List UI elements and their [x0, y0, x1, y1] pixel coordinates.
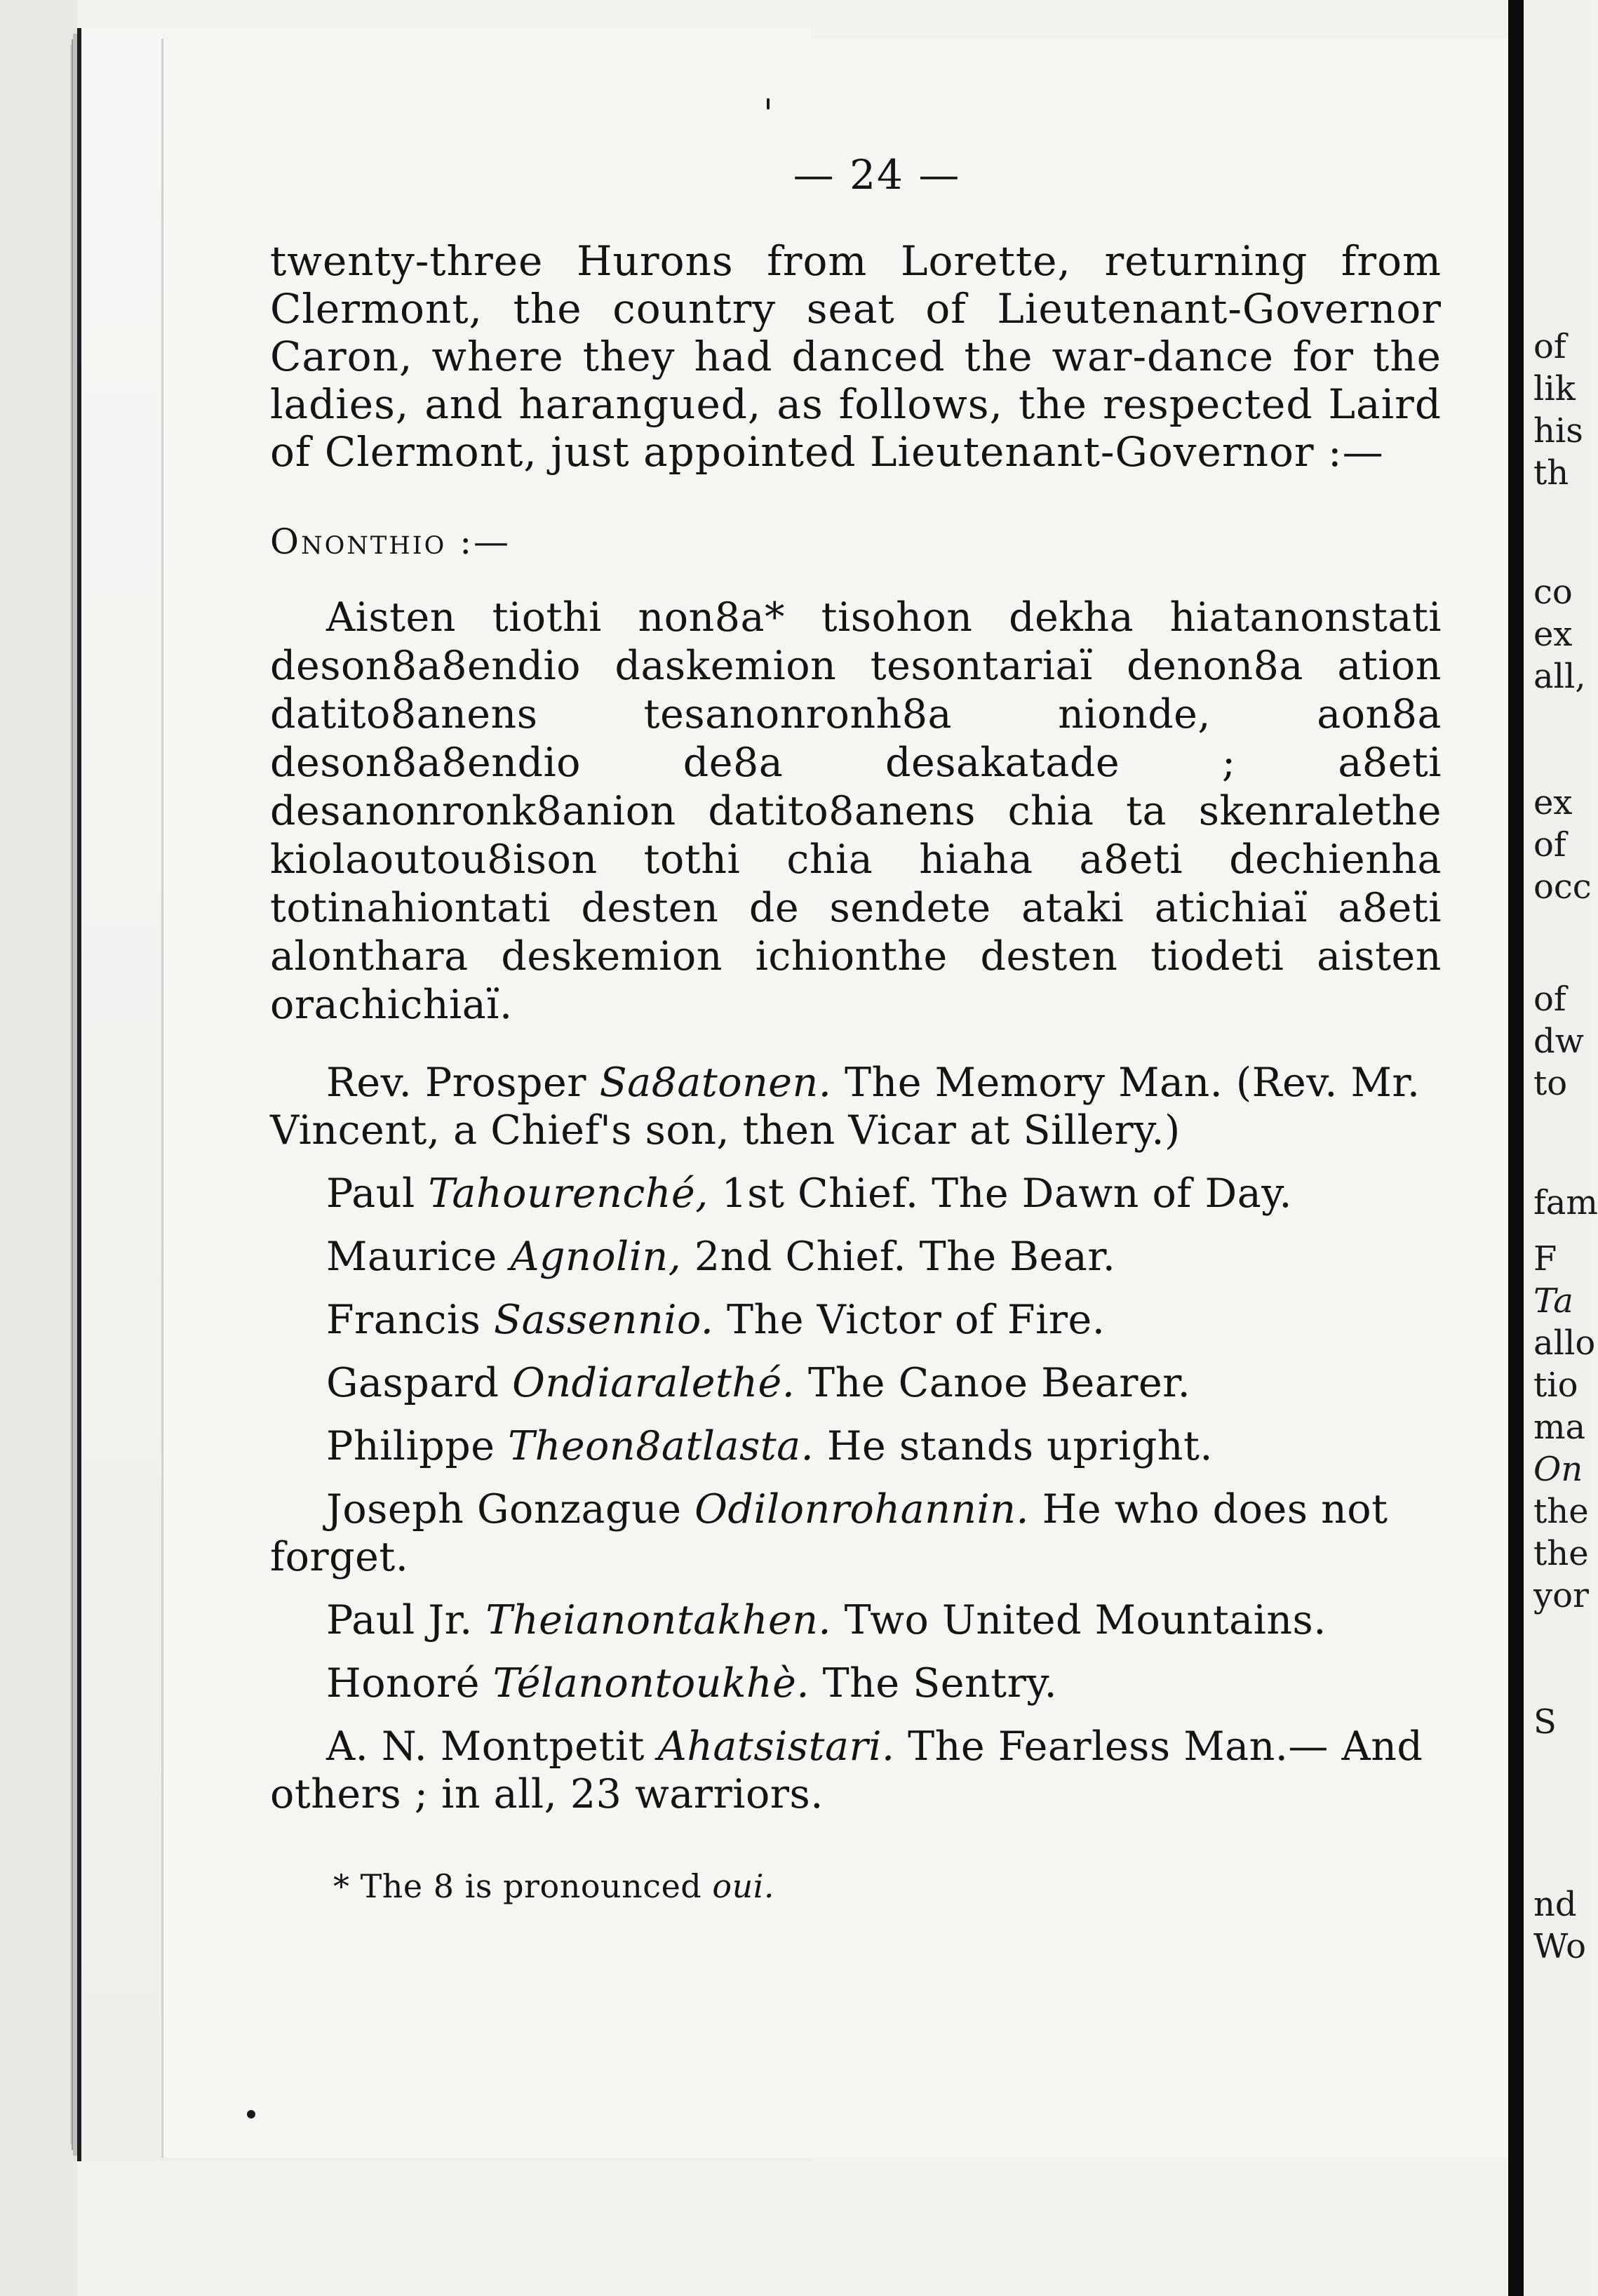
next-page-text: ma — [1533, 1408, 1586, 1447]
address-heading: Ononthio :— — [270, 521, 511, 562]
warrior-meaning: He stands upright. — [826, 1423, 1214, 1469]
next-page-text: of — [1533, 825, 1566, 865]
warrior-name: Paul Jr. — [326, 1597, 473, 1643]
warrior-meaning: The Sentry. — [822, 1660, 1058, 1707]
warrior-entry — [270, 1296, 1442, 1344]
warrior-meaning: He who does not forget. — [270, 1486, 1388, 1580]
warrior-name: Philippe — [326, 1423, 495, 1469]
next-page-text: F — [1533, 1239, 1557, 1279]
warrior-meaning: The Canoe Bearer. — [808, 1360, 1191, 1406]
footnote — [270, 1867, 1442, 1905]
next-page-text: On — [1533, 1450, 1583, 1489]
warrior-entry — [270, 1170, 1442, 1217]
scan-left-margin — [0, 0, 77, 2296]
warrior-name: Gaspard — [326, 1360, 499, 1406]
warrior-meaning: 1st Chief. The Dawn of Day. — [721, 1170, 1292, 1217]
warrior-list — [270, 1059, 1442, 1818]
next-page-text: his — [1533, 411, 1583, 450]
next-page-text: Ta — [1533, 1281, 1573, 1321]
ink-speck — [247, 2110, 255, 2118]
warrior-name: Francis — [326, 1297, 481, 1343]
footnote-marker: * — [333, 1867, 350, 1905]
warrior-entry — [270, 1486, 1442, 1581]
warrior-huron-name: Sa8atonen. — [599, 1060, 832, 1106]
next-page-text: yor — [1533, 1576, 1589, 1615]
next-page-text: allo — [1533, 1323, 1596, 1363]
footnote-text: The 8 is pronounced — [360, 1867, 702, 1905]
next-page-text: the — [1533, 1492, 1589, 1531]
intro-paragraph: twenty-three Hurons from Lorette, returning from Clermont, the country seat of Lieutenant-Governor Caron, where they had danced the war-dance for the ladies, and harangued, as follows, the respected Laird of Clermont, just appointed Lieutenant-Governor :— — [270, 237, 1442, 476]
warrior-huron-name: Ondiaralethé. — [512, 1360, 795, 1406]
warrior-huron-name: Tahourenché, — [428, 1170, 709, 1217]
next-page-text: occ — [1533, 867, 1592, 907]
next-page-text: ex — [1533, 615, 1573, 654]
warrior-name: Paul — [326, 1170, 415, 1217]
warrior-huron-name: Agnolin, — [510, 1234, 682, 1280]
warrior-meaning: The Memory Man. (Rev. Mr. Vincent, a Chief's son, then Vicar at Sillery.) — [270, 1060, 1421, 1154]
next-page-text: ex — [1533, 783, 1573, 822]
next-page-text: of — [1533, 327, 1566, 366]
warrior-name: Rev. Prosper — [326, 1060, 586, 1106]
warrior-huron-name: Theon8atlasta. — [508, 1423, 814, 1469]
warrior-entry — [270, 1059, 1442, 1154]
ink-speck — [767, 98, 770, 109]
warrior-entry — [270, 1359, 1442, 1407]
warrior-meaning: 2nd Chief. The Bear. — [694, 1234, 1116, 1280]
warrior-entry — [270, 1723, 1442, 1818]
footnote-italic: oui. — [712, 1867, 775, 1905]
next-page-text: of — [1533, 980, 1566, 1019]
page-number: — 24 — — [793, 151, 961, 199]
next-page-text: to — [1533, 1064, 1568, 1103]
warrior-huron-name: Sassennio. — [494, 1297, 714, 1343]
next-page-text: th — [1533, 453, 1569, 493]
warrior-huron-name: Theianontakhen. — [485, 1597, 832, 1643]
warrior-entry — [270, 1660, 1442, 1707]
warrior-name: Maurice — [326, 1234, 497, 1280]
next-page-fragment — [1524, 0, 1598, 2296]
next-page-text: Wo — [1533, 1927, 1586, 1966]
warrior-meaning: Two United Mountains. — [844, 1597, 1327, 1643]
warrior-entry — [270, 1596, 1442, 1644]
next-page-text: the — [1533, 1534, 1589, 1573]
next-page-text: co — [1533, 573, 1573, 612]
warrior-entry — [270, 1422, 1442, 1470]
warrior-name: Honoré — [326, 1660, 481, 1707]
next-page-text: S — [1533, 1702, 1557, 1742]
warrior-huron-name: Télanontoukhè. — [492, 1660, 810, 1707]
warrior-huron-name: Ahatsistari. — [657, 1723, 895, 1770]
next-page-text: tio — [1533, 1366, 1578, 1405]
book-gutter — [1508, 0, 1524, 2296]
next-page-text: lik — [1533, 369, 1576, 408]
next-page-text: fam — [1533, 1183, 1598, 1222]
next-page-text: dw — [1533, 1022, 1584, 1061]
warrior-name: Joseph Gonzague — [326, 1486, 682, 1533]
next-page-text: nd — [1533, 1885, 1577, 1924]
next-page-text: all, — [1533, 657, 1586, 696]
warrior-huron-name: Odilonrohannin. — [694, 1486, 1030, 1533]
warrior-meaning: The Victor of Fire. — [727, 1297, 1106, 1343]
huron-address: Aisten tiothi non8a* tisohon dekha hiatanonstati deson8a8endio daskemion tesontariaï denon8a ation datito8anens tesanonronh8a nionde, aon8a deson8a8endio de8a desakatade ; a8eti desanonronk8anion datito8anens chia ta skenralethe kiolaoutou8ison tothi chia hiaha a8eti dechienha totinahiontati desten de sendete ataki atichiaï a8eti alonthara deskemion ichionthe desten tiodeti aisten orachichiaï. — [270, 594, 1442, 1028]
warrior-entry — [270, 1233, 1442, 1281]
warrior-name: A. N. Montpetit — [326, 1723, 645, 1770]
page-content — [270, 151, 1442, 1905]
warrior-meaning: The Fearless Man.— And others ; in all, 23 warriors. — [270, 1723, 1423, 1817]
